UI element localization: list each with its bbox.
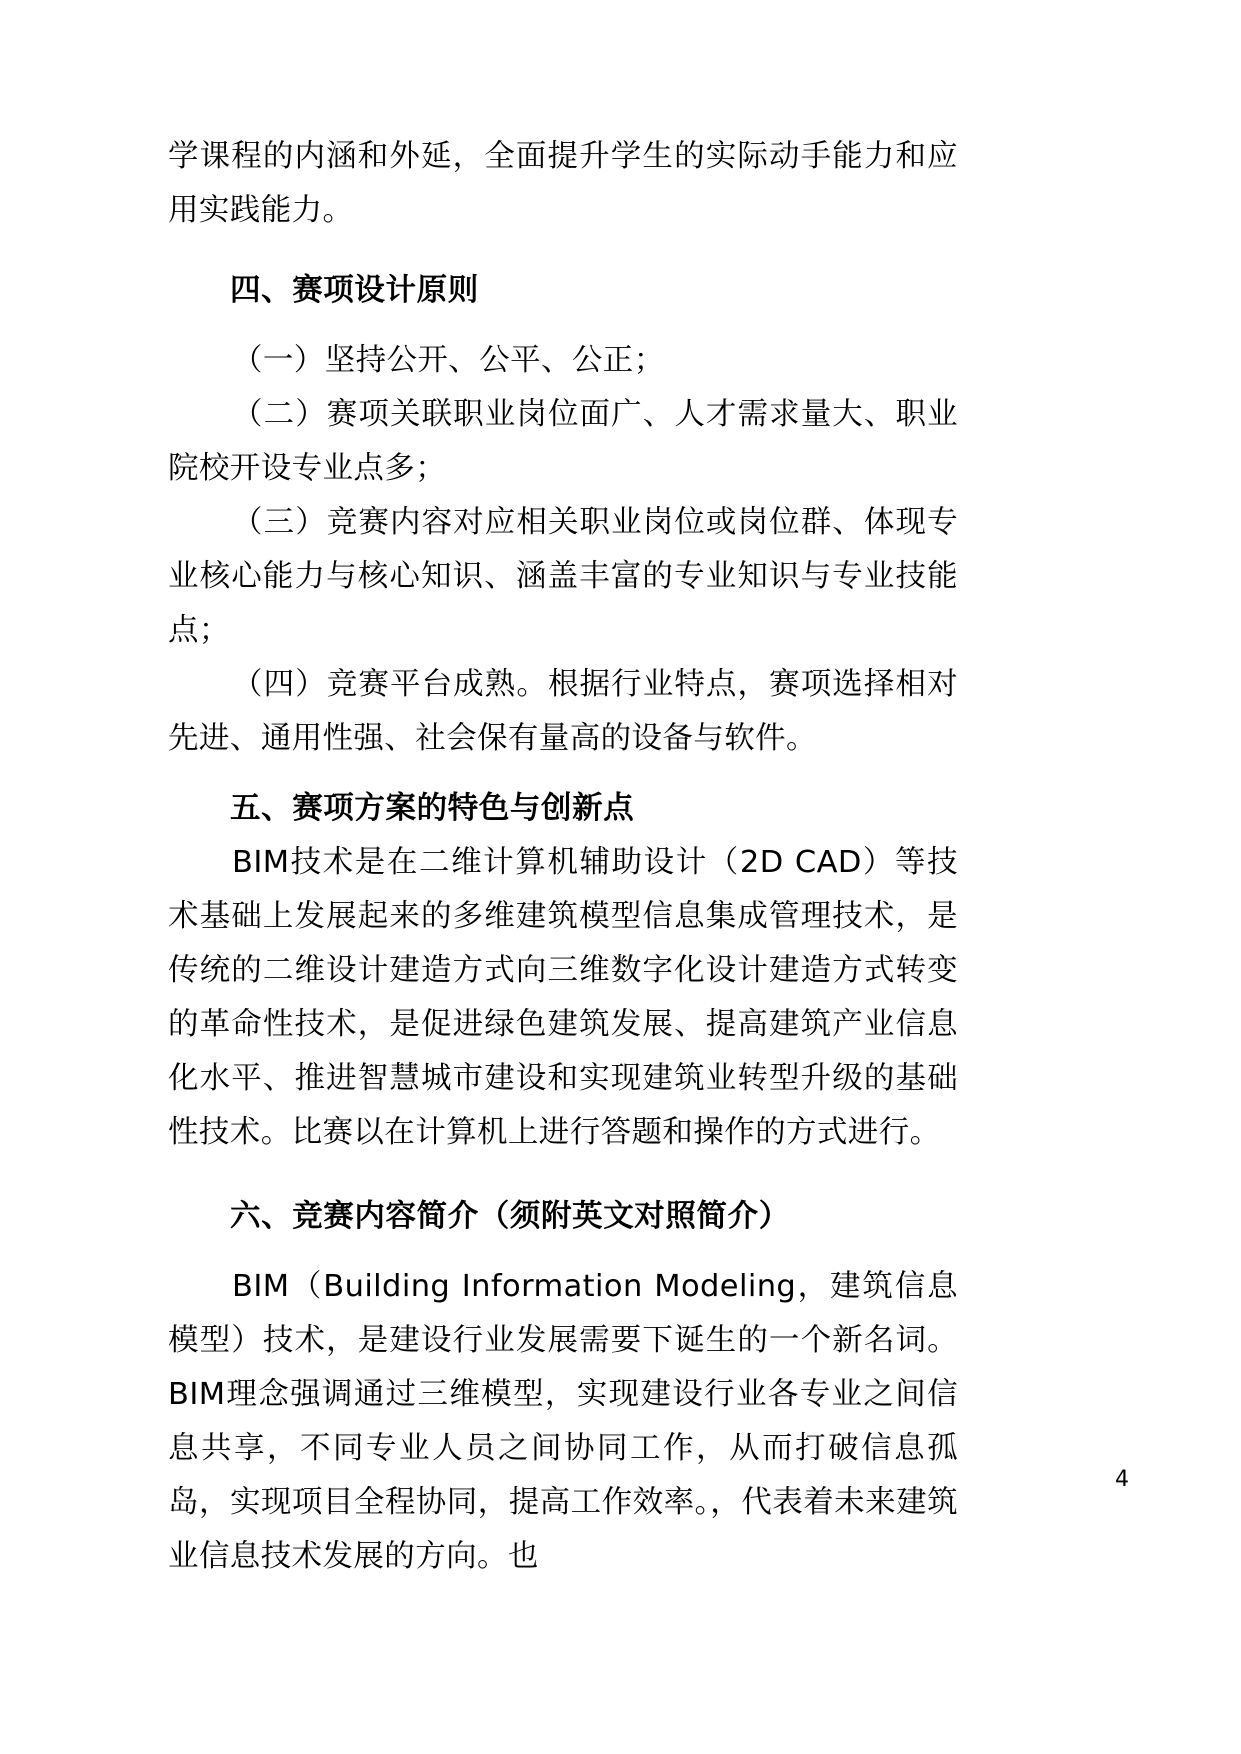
spacer	[168, 1244, 958, 1260]
spacer	[168, 238, 958, 264]
principle-item-two: （二）赛项关联职业岗位面广、人才需求量大、职业院校开设专业点多；	[168, 397, 958, 486]
spacer	[168, 1160, 958, 1190]
section-heading-five: 五、赛项方案的特色与创新点	[230, 791, 635, 826]
page-content	[168, 130, 958, 1584]
content-intro-paragraph: BIM（Building Information Modeling，建筑信息模型）技术，是建设行业发展需要下诞生的一个新名词。BIM理念强调通过三维模型，实现建设行业各专业之间信息共享，不同专业人员之间协同工作，从而打破信息孤岛，实现项目全程协同，提高工作效率。，代表着未来建筑业信息技术发展的方向。也	[168, 1269, 958, 1574]
continued-paragraph: 学课程的内涵和外延，全面提升学生的实际动手能力和应用实践能力。	[168, 139, 958, 228]
section-heading-four: 四、赛项设计原则	[230, 273, 479, 308]
principle-item-one: （一）坚持公开、公平、公正；	[232, 343, 665, 378]
spacer	[168, 318, 958, 334]
spacer	[168, 766, 958, 782]
features-paragraph: BIM技术是在二维计算机辅助设计（2D CAD）等技术基础上发展起来的多维建筑模型信息集成管理技术，是传统的二维设计建造方式向三维数字化设计建造方式转变的革命性技术，是促进绿色建筑发展、提高建筑产业信息化水平、推进智慧城市建设和实现建筑业转型升级的基础性技术。比赛以在计算机上进行答题和操作的方式进行。	[168, 845, 958, 1150]
principle-item-three: （三）竞赛内容对应相关职业岗位或岗位群、体现专业核心能力与核心知识、涵盖丰富的专业知识与专业技能点；	[168, 505, 958, 648]
page-number: 4	[1115, 1467, 1129, 1492]
section-heading-six: 六、竞赛内容简介（须附英文对照简介）	[230, 1199, 790, 1234]
principle-item-four: （四）竞赛平台成熟。根据行业特点，赛项选择相对先进、通用性强、社会保有量高的设备与软件。	[168, 667, 958, 756]
